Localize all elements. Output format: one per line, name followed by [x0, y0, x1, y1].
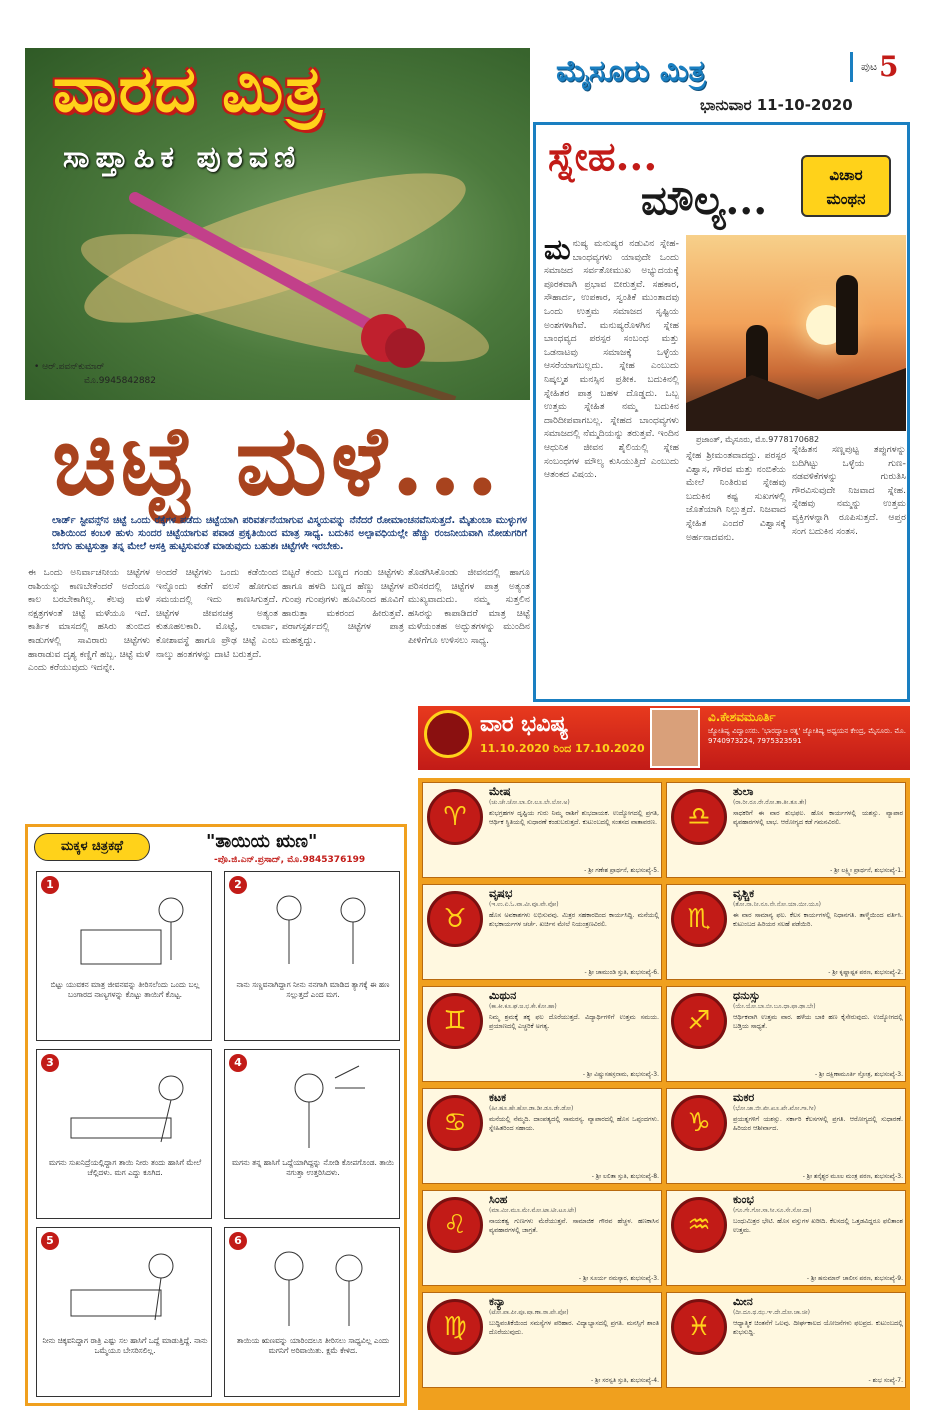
article-lead: ಲಾರ್ಡ್ ಸ್ಟೀವನ್ಸ್‌ನ ಚಿಟ್ಟೆ ಒಂದು ರೆಕ್ಕೆಗಳ ಪಡೆದು ಚಿಟ್ಟೆಯಾಗಿ ಪರಿವರ್ತನೆಯಾಗುವ ವಿಸ್ಮಯವನ್ನು ನೆನೆದರೆ ರೋಮಾಂಚನವೆನಿಸುತ್ತದೆ. ಮೈತುಂಬಾ ಮುಳ್ಳುಗಳ ರಾಶಿಯಿಂದ ಕಂಬಳಿ ಹುಳು ಸುಂದರ ಚಿಟ್ಟೆಯಾಗುವ ಪವಾಡ ಪ್ರಕೃತಿಯಿಂದ ಮಾತ್ರ ಸಾಧ್ಯ. ಬದುಕಿನ ಅಲ್ಪಾವಧಿಯಲ್ಲೇ ಹೆಚ್ಚು ರಂಜನೀಯವಾಗಿ ನೋಡುಗರಿಗೆ ಬೆರಗು ಹುಟ್ಟಿಸುತ್ತಾ ತನ್ನ ಮೇಲೆ ಆಸಕ್ತಿ ಹುಟ್ಟಿಸುವಂತೆ ಮಾಡುವುದು ಬಹುಶಃ ಚಿಟ್ಟೆಗಳೇ ಇರಬೇಕು. [52, 515, 527, 552]
sign-letters: (ಗೂ.ಗೇ.ಗೋ.ಸಾ.ಸೀ.ಸೂ.ಸೇ.ಸೋ.ದಾ) [733, 1207, 812, 1214]
sign-forecast: ಈ ವಾರ ಸಾಮಾನ್ಯ ಫಲ. ಕೆಲಸ ಕಾರ್ಯಗಳಲ್ಲಿ ನಿಧಾನಗತಿ. ತಾಳ್ಮೆಯಿಂದ ವರ್ತಿಸಿ. ಕುಟುಂಬದ ಹಿರಿಯರ ಸಲಹೆ ಪಡೆಯಿರಿ. [733, 911, 903, 928]
sign-letters: (ಚು.ಚೇ.ಚೋ.ಲಾ.ಲೀ.ಲೂ.ಲೇ.ಲೋ.ಅ) [489, 799, 570, 806]
sign-name: ವೃಷಭ [489, 887, 513, 900]
article-column-1: ಈ ಒಂದು ಅನಿರ್ವಾಚನೀಯ ಚಿಟ್ಟೆಗಳ ರಾಶಿಯನ್ನು ಕಾಣಬೇಕೆಂದರೆ ಅದೆಂದೂ ಕಾಲ ಬರಬೇಕಾಗಿಲ್ಲ. ಕೆಲವು ಮಳೆ ನಕ್ಷತ್ರಗಳಂತೆ ಚಿಟ್ಟೆ ಮಳೆಯೂ ಇದೆ. ಕಾರ್ತಿಕ ಮಾಸದಲ್ಲಿ ಹಸಿರು ತುಂಬಿದ ಕಾಡುಗಳಲ್ಲಿ ಸಾವಿರಾರು ಚಿಟ್ಟೆಗಳು ಹಾರಾಡುವ ದೃಶ್ಯ ಕಣ್ಣಿಗೆ ಹಬ್ಬ. ಚಿಟ್ಟೆ ಮಳೆ ಎಂದು ಕರೆಯುವುದು ಇದನ್ನೇ. [28, 567, 150, 674]
issue-date: ಭಾನುವಾರ 11-10-2020 [700, 96, 853, 114]
sign-forecast: ಪ್ರಯತ್ನಗಳಿಗೆ ಯಶಸ್ಸು. ಸರ್ಕಾರಿ ಕೆಲಸಗಳಲ್ಲಿ ಪ್ರಗತಿ. ಆರೋಗ್ಯದಲ್ಲಿ ಸುಧಾರಣೆ. ಹಿರಿಯರ ಆಶೀರ್ವಾದ. [733, 1115, 903, 1132]
sign-letters: (ತೋ.ನಾ.ನೀ.ನೂ.ನೇ.ನೋ.ಯಾ.ಯೀ.ಯೂ) [733, 901, 822, 908]
sign-remedy: - ಶ್ರೀ ದಕ್ಷಿಣಾಮೂರ್ತಿ ಸ್ತೋತ್ರ, ಶುಭಸಂಖ್ಯೆ-3. [814, 1071, 903, 1078]
horoscope-dates: 11.10.2020 ರಿಂದ 17.10.2020 [480, 742, 645, 755]
sign-remedy: - ಶ್ರೀ ಸರಸ್ವತಿ ಸ್ತುತಿ, ಶುಭಸಂಖ್ಯೆ-4. [590, 1377, 659, 1384]
sign-letters: (ಹೀ.ಹೂ.ಹೇ.ಹೋ.ಡಾ.ಡೀ.ಡೂ.ಡೇ.ಡೋ) [489, 1105, 574, 1112]
comic-panel [36, 1049, 212, 1219]
sign-forecast: ಮನೆಯಲ್ಲಿ ನೆಮ್ಮದಿ. ದಾಂಪತ್ಯದಲ್ಲಿ ಸಾಮರಸ್ಯ. ವ್ಯಾಪಾರದಲ್ಲಿ ಹೊಸ ಒಪ್ಪಂದಗಳು. ಸ್ನೇಹಿತರಿಂದ ಸಹಾಯ. [489, 1115, 659, 1132]
capricorn-icon: ♑ [671, 1095, 727, 1151]
panel-number: 1 [41, 876, 59, 894]
panel-drawing [249, 1058, 389, 1154]
page-number-box [850, 52, 900, 82]
page-label: ಪುಟ [861, 60, 878, 73]
comic-panel [224, 1227, 400, 1397]
sign-letters: (ಕಾ.ಕೀ.ಕೂ.ಘ.ಙ.ಛ.ಕೇ.ಕೋ.ಹಾ) [489, 1003, 557, 1010]
panel-drawing [61, 1236, 201, 1332]
comic-panel [36, 1227, 212, 1397]
comic-panel [224, 1049, 400, 1219]
sneha-photo-credit: ಪ್ರಜಾಂತ್, ಮೈಸೂರು, ಮೊ.9778170682 [696, 435, 820, 444]
sign-name: ಮೇಷ [489, 785, 511, 798]
sign-forecast: ಶುಭಗ್ರಹಗಳ ದೃಷ್ಟಿಯ ಗುರು ನಿಮ್ಮ ರಾಶಿಗೆ ಶುಭದಾಯಕ. ಉದ್ಯೋಗದಲ್ಲಿ ಪ್ರಗತಿ, ಆರ್ಥಿಕ ಸ್ಥಿತಿಯಲ್ಲಿ ಸುಧಾರಣೆ ಕಂಡುಬರುತ್ತದೆ. ಕುಟುಂಬದಲ್ಲಿ ಸಂತಸದ ವಾತಾವರಣ. [489, 809, 659, 826]
sign-remedy: - ಶ್ರೀ ಸೂರ್ಯ ನಮಸ್ಕಾರ, ಶುಭಸಂಖ್ಯೆ-3. [578, 1275, 659, 1282]
sign-card-vrushchika [666, 884, 906, 980]
comic-panel [224, 871, 400, 1041]
sign-name: ಸಿಂಹ [489, 1193, 508, 1206]
panel-caption: ಮಗನು ಸುಖನಿದ್ರೆಯಲ್ಲಿದ್ದಾಗ ತಾಯಿ ನೀರು ತಂದು ಹಾಸಿಗೆ ಮೇಲೆ ಚೆಲ್ಲಿದಳು. ಮಗ ಎದ್ದು ಕೂಗಿದ. [48, 1158, 202, 1177]
taurus-icon: ♉ [427, 891, 483, 947]
panel-number: 6 [229, 1232, 247, 1250]
astrologer-info: ಜ್ಯೋತಿಷ್ಯ ವಿದ್ವಾಂಸರು. 'ಭಾರದ್ವಾಜ ರತ್ನ' ಜ್ಯೋತಿಷ್ಯ ಅಧ್ಯಯನ ಕೇಂದ್ರ, ಮೈಸೂರು. ಮೊ. 9740973224, 7975323591 [708, 727, 906, 745]
scorpio-icon: ♏ [671, 891, 727, 947]
sign-letters: (ಭೋ.ಜಾ.ಜೀ.ಖೀ.ಖೂ.ಖೇ.ಖೋ.ಗಾ.ಗೀ) [733, 1105, 816, 1112]
sign-forecast: ಬಂಧುಮಿತ್ರರ ಭೇಟಿ. ಹೊಸ ವಸ್ತುಗಳ ಖರೀದಿ. ಕೆಲಸದಲ್ಲಿ ಒತ್ತಡವಿದ್ದರೂ ಫಲಿತಾಂಶ ಉತ್ತಮ. [733, 1217, 903, 1234]
vichara-tag-line2: ಮಂಥನ [826, 190, 866, 208]
sign-card-dhanussu [666, 986, 906, 1082]
panel-drawing [61, 1058, 201, 1154]
sign-remedy: - ಶ್ರೀ ಹನುಮಾನ್ ಚಾಲೀಸ ಪಠಣ, ಶುಭಸಂಖ್ಯೆ-9. [806, 1275, 903, 1282]
comic-credit: -ಪೊ.ಜಿ.ಎನ್.ಪ್ರಸಾದ್, ಮೊ.9845376199 [214, 855, 366, 865]
sign-name: ವೃಶ್ಚಿಕ [733, 887, 755, 900]
sign-letters: (ಟೋ.ಪಾ.ಪೀ.ಪೂ.ಷಾ.ಣಾ.ಠಾ.ಪೇ.ಪೋ) [489, 1309, 569, 1316]
sign-name: ತುಲಾ [733, 785, 754, 798]
aquarius-icon: ♒ [671, 1197, 727, 1253]
panel-number: 3 [41, 1054, 59, 1072]
horoscope-grid [418, 778, 910, 1410]
sign-remedy: - ಶ್ರೀ ಲಲಿತಾ ಸ್ತುತಿ, ಶುಭಸಂಖ್ಯೆ-8. [591, 1173, 659, 1180]
sign-forecast: ನಿಮ್ಮ ಶ್ರಮಕ್ಕೆ ತಕ್ಕ ಫಲ ದೊರೆಯುತ್ತದೆ. ವಿದ್ಯಾರ್ಥಿಗಳಿಗೆ ಉತ್ತಮ ಸಮಯ. ಪ್ರಯಾಣದಲ್ಲಿ ಎಚ್ಚರಿಕೆ ಅಗತ್ಯ. [489, 1013, 659, 1030]
sign-forecast: ಬುದ್ಧಿವಂತಿಕೆಯಿಂದ ಸಮಸ್ಯೆಗಳ ಪರಿಹಾರ. ವಿದ್ಯಾಭ್ಯಾಸದಲ್ಲಿ ಪ್ರಗತಿ. ಮನಸ್ಸಿಗೆ ಶಾಂತಿ ದೊರೆಯುವುದು. [489, 1319, 659, 1336]
sign-remedy: - ಶ್ರೀ ಚಾಮುಂಡಿ ಸ್ತುತಿ, ಶುಭಸಂಖ್ಯೆ-6. [584, 969, 659, 976]
sign-name: ಕಟಕ [489, 1091, 507, 1104]
paper-name: ಮೈಸೂರು ಮಿತ್ರ [556, 54, 706, 89]
sign-forecast: ಆಧ್ಯಾತ್ಮಿಕ ಚಿಂತನೆಗೆ ಒಲವು. ದೀರ್ಘಕಾಲದ ಯೋಜನೆಗಳು ಫಲಪ್ರದ. ಕುಟುಂಬದಲ್ಲಿ ಶುಭಸುದ್ದಿ. [733, 1319, 903, 1336]
cancer-icon: ♋ [427, 1095, 483, 1151]
sign-card-mesha [422, 782, 662, 878]
sign-letters: (ಮಾ.ಮೀ.ಮೂ.ಮೇ.ಮೋ.ಟಾ.ಟೀ.ಟೂ.ಟೇ) [489, 1207, 577, 1214]
sign-forecast: ಸಾಧಕರಿಗೆ ಈ ವಾರ ಶುಭಫಲ. ಹೊಸ ಕಾರ್ಯಗಳಲ್ಲಿ ಯಶಸ್ಸು. ವ್ಯಾಪಾರ ವ್ಯವಹಾರಗಳಲ್ಲಿ ಲಾಭ. ಆರೋಗ್ಯದ ಕಡೆ ಗಮನವಿರಲಿ. [733, 809, 903, 826]
sneha-title-line1: ಸ್ನೇಹ... [548, 133, 658, 180]
panel-drawing [61, 880, 201, 976]
astrologer-name: ವಿ.ಕೇಶವಮೂರ್ತಿ [708, 710, 776, 724]
sign-card-mithuna [422, 986, 662, 1082]
pisces-icon: ♓ [671, 1299, 727, 1355]
sign-name: ಮಕರ [733, 1091, 755, 1104]
sign-remedy: - ಶ್ರೀ ವಿಷ್ಣುಸಹಸ್ರನಾಮ, ಶುಭಸಂಖ್ಯೆ-3. [582, 1071, 659, 1078]
gemini-icon: ♊ [427, 993, 483, 1049]
panel-caption: ಮಗನು ತನ್ನ ಹಾಸಿಗೆ ಒದ್ದೆಯಾಗಿದ್ದನ್ನು ನೋಡಿ ಕೋಪಗೊಂಡ. ತಾಯಿ ನಗುತ್ತಾ ಉತ್ತರಿಸಿದಳು. [231, 1158, 394, 1177]
masthead-title: ವಾರದ ಮಿತ್ರ [53, 52, 324, 127]
zodiac-wheel-icon [424, 710, 472, 758]
panel-drawing [249, 1236, 389, 1332]
sign-card-kanya [422, 1292, 662, 1388]
sign-letters: (ರಾ.ರೀ.ರೂ.ರೇ.ರೋ.ತಾ.ತೀ.ತೂ.ತೇ) [733, 799, 807, 806]
dropcap: ಮ [544, 237, 571, 266]
sign-card-vrushabha [422, 884, 662, 980]
libra-icon: ♎ [671, 789, 727, 845]
vichara-tag-line1: ವಿಚಾರ [829, 166, 863, 184]
comic-strip [25, 824, 407, 1406]
sneha-column-1 [544, 237, 679, 697]
sign-forecast: ನಾಯಕತ್ವ ಗುಣಗಳು ಮೆರೆಯುತ್ತವೆ. ಸಾಮಾಜಿಕ ಗೌರವ ಹೆಚ್ಚಳ. ಹಣಕಾಸಿನ ವ್ಯವಹಾರಗಳಲ್ಲಿ ಜಾಗ್ರತೆ. [489, 1217, 659, 1234]
sagittarius-icon: ♐ [671, 993, 727, 1049]
sign-letters: (ಇ.ಉ.ಏ.ಓ.ವಾ.ವೀ.ವೂ.ವೇ.ವೋ) [489, 901, 559, 908]
sign-remedy: - ಶ್ರೀ ಗಣೇಶ ಪ್ರಾರ್ಥನೆ, ಶುಭಸಂಖ್ಯೆ-5. [584, 867, 659, 874]
sign-remedy: - ಶ್ರೀ ಶನೈಶ್ಚರ ಮೂಲ ಮಂತ್ರ ಪಠಣ, ಶುಭಸಂಖ್ಯೆ-3. [802, 1173, 903, 1180]
page-number: 5 [879, 50, 899, 83]
article-column-2: ಅಂದರೆ ಚಿಟ್ಟೆಗಳು ಒಂದು ಕಡೆಯಿಂದ ಇನ್ನೊಂದು ಕಡೆಗೆ ವಲಸೆ ಹೋಗುವ ಸಮಯದಲ್ಲಿ ಇದು ಕಾಣಸಿಗುತ್ತದೆ. ಚಿಟ್ಟೆಗಳ ಜೀವನಚಕ್ರ ಅತ್ಯಂತ ಕುತೂಹಲಕಾರಿ. ಮೊಟ್ಟೆ, ಲಾರ್ವಾ, ಕೋಶಾವಸ್ಥೆ ಹಾಗೂ ಪ್ರೌಢ ಚಿಟ್ಟೆ ಎಂಬ ನಾಲ್ಕು ಹಂತಗಳನ್ನು ದಾಟಿ ಬರುತ್ತದೆ. [156, 567, 278, 660]
panel-number: 2 [229, 876, 247, 894]
sneha-title-line2: ಮೌಲ್ಯ... [641, 177, 768, 224]
sign-card-simha [422, 1190, 662, 1286]
sign-letters: (ದೀ.ದೂ.ಥ.ಝ.ಞ.ದೇ.ದೋ.ಚಾ.ಚೀ) [733, 1309, 810, 1316]
masthead-subtitle: ಸಾಪ್ತಾಹಿಕ ಪುರವಣಿ [63, 140, 302, 175]
masthead-photo [25, 48, 530, 400]
sign-card-meena [666, 1292, 906, 1388]
sign-name: ಕನ್ಯಾ [489, 1295, 506, 1308]
photo-credit: • ಆರ್.ಪವನ್‌ಕುಮಾರ್ [34, 362, 105, 372]
virgo-icon: ♍ [427, 1299, 483, 1355]
panel-number: 5 [41, 1232, 59, 1250]
rock-silhouette [686, 361, 906, 431]
article-column-3: ಬಿಟ್ಟರೆ ಕಂದು ಬಣ್ಣದ ಗಂಡು ಚಿಟ್ಟೆಗಳು ಹಾಗೂ ಹಳದಿ ಬಣ್ಣದ ಹೆಣ್ಣು ಚಿಟ್ಟೆಗಳ ಗುಂಪು ಗುಂಪುಗಳು ಹೂವಿನಿಂದ ಹೂವಿಗೆ ಹಾರುತ್ತಾ ಮಕರಂದ ಹೀರುತ್ತವೆ. ಪರಾಗಸ್ಪರ್ಶದಲ್ಲಿ ಚಿಟ್ಟೆಗಳ ಪಾತ್ರ ಮಹತ್ವದ್ದು. [282, 567, 404, 646]
leo-icon: ♌ [427, 1197, 483, 1253]
sign-name: ಕುಂಭ [733, 1193, 754, 1206]
sign-remedy: - ಶ್ರೀ ಕೃಷ್ಣಾಷ್ಟಕ ಪಠಣ, ಶುಭಸಂಖ್ಯೆ-2. [828, 969, 903, 976]
horoscope-header [418, 706, 910, 770]
sneha-column-2: ಸ್ನೇಹ ಶ್ರೀಮಂತವಾದದ್ದು. ಪರಸ್ಪರ ವಿಶ್ವಾಸ, ಗೌರವ ಮತ್ತು ನಂಬಿಕೆಯ ಮೇಲೆ ನಿಂತಿರುವ ಸ್ನೇಹವು ಬದುಕಿನ ಕಷ್ಟ ಸುಖಗಳಲ್ಲಿ ಜೊತೆಯಾಗಿ ನಿಲ್ಲುತ್ತದೆ. ನಿಜವಾದ ಸ್ನೇಹಿತ ಎಂದರೆ ವಿಶ್ವಾಸಕ್ಕೆ ಅರ್ಹನಾದವನು. [686, 450, 786, 543]
panel-drawing [249, 880, 389, 976]
comic-panel [36, 871, 212, 1041]
sneha-photo [686, 235, 906, 431]
sign-letters: (ಯೇ.ಯೋ.ಬಾ.ಬೀ.ಬೂ.ಧಾ.ಫಾ.ಢಾ.ಬೇ) [733, 1003, 816, 1010]
sign-name: ಮಿಥುನ [489, 989, 517, 1002]
sign-forecast: ಹೊಸ ಅವಕಾಶಗಳು ಲಭಿಸುವವು. ಮಿತ್ರರ ಸಹಕಾರದಿಂದ ಕಾರ್ಯಸಿದ್ಧಿ. ಮನೆಯಲ್ಲಿ ಶುಭಕಾರ್ಯಗಳ ಚರ್ಚೆ. ಖರ್ಚಿನ ಮೇಲೆ ನಿಯಂತ್ರಣವಿರಲಿ. [489, 911, 659, 928]
horoscope-title: ವಾರ ಭವಿಷ್ಯ [480, 712, 569, 737]
comic-title: "ತಾಯಿಯ ಋಣ" [206, 831, 318, 852]
sign-name: ಮೀನ [733, 1295, 753, 1308]
panel-caption: ತಾಯಿಯ ಋಣವನ್ನು ಯಾರಿಂದಲೂ ತೀರಿಸಲು ಸಾಧ್ಯವಿಲ್ಲ ಎಂದು ಮಗನಿಗೆ ಅರಿವಾಯಿತು. ಕ್ಷಮೆ ಕೇಳಿದ. [236, 1336, 390, 1355]
sign-card-kataka [422, 1088, 662, 1184]
sign-remedy: - ಶ್ರೀ ಲಕ್ಷ್ಮೀ ಪ್ರಾರ್ಥನೆ, ಶುಭಸಂಖ್ಯೆ-1. [830, 867, 903, 874]
panel-number: 4 [229, 1054, 247, 1072]
sign-card-tula [666, 782, 906, 878]
panel-caption: ನಾನು ಸಣ್ಣವನಾಗಿದ್ದಾಗ ನೀನು ನನಗಾಗಿ ಮಾಡಿದ ತ್ಯಾಗಕ್ಕೆ ಈ ಹಣ ಸಲ್ಲುತ್ತದೆ ಎಂದ ಮಗ. [236, 980, 390, 999]
article-column-4: ತೊಡಗಿಸಿಕೊಂಡು ಜೀವನದಲ್ಲಿ ಹಾಗೂ ಪರಿಸರದಲ್ಲಿ ಚಿಟ್ಟೆಗಳ ಪಾತ್ರ ಅತ್ಯಂತ ಮುಖ್ಯವಾದುದು. ನಮ್ಮ ಸುತ್ತಲಿನ ಹಸಿರನ್ನು ಕಾಪಾಡಿದರೆ ಮಾತ್ರ ಚಿಟ್ಟೆ ಮಳೆಯಂತಹ ಅದ್ಭುತಗಳನ್ನು ಮುಂದಿನ ಪೀಳಿಗೆಗೂ ಉಳಿಸಲು ಸಾಧ್ಯ. [408, 567, 530, 646]
sign-forecast: ಆರ್ಥಿಕವಾಗಿ ಉತ್ತಮ ವಾರ. ಹಳೆಯ ಬಾಕಿ ಹಣ ಕೈಸೇರುವುದು. ಉದ್ಯೋಗದಲ್ಲಿ ಬಡ್ತಿಯ ಸಾಧ್ಯತೆ. [733, 1013, 903, 1030]
climber-figure [836, 275, 858, 355]
vichara-tag [801, 155, 891, 217]
sneha-column-1-text: ನುಷ್ಯ ಮನುಷ್ಯರ ನಡುವಿನ ಸ್ನೇಹ-ಬಾಂಧವ್ಯಗಳು ಯಾವುದೇ ಒಂದು ಸಮಾಜದ ಸರ್ವತೋಮುಖ ಅಭ್ಯುದಯಕ್ಕೆ ಪೂರಕವಾಗಿ ಪ್ರಭಾವ ಬೀರುತ್ತವೆ. ಸಹಕಾರ, ಸೌಹಾರ್ದ, ಉಪಕಾರ, ಸ್ವಂತಿಕೆ ಮುಂತಾದವು ಒಂದು ಉತ್ತಮ ಸಮಾಜದ ಸೃಷ್ಟಿಯ ಅಂಶಗಳಾಗಿವೆ. ಮನುಷ್ಯರೊಳಗಿನ ಸ್ನೇಹ ಬಾಂಧವ್ಯದ ಪರಸ್ಪರ ಸಂಬಂಧ ಮತ್ತು ಒಡನಾಟವು ಸಮಾಜಕ್ಕೆ ಒಳ್ಳೆಯ ಆಸರೆಯಾಗಬಲ್ಲದು. ಸ್ನೇಹ ಎಂಬುದು ನಿಷ್ಕಲ್ಮಶ ಮನಸ್ಸಿನ ಪ್ರತೀಕ. ಬದುಕಿನಲ್ಲಿ ಸ್ನೇಹಿತರ ಪಾತ್ರ ಬಹಳ ದೊಡ್ಡದು. ಒಬ್ಬ ಉತ್ತಮ ಸ್ನೇಹಿತ ನಮ್ಮ ಬದುಕಿನ ದಾರಿದೀಪವಾಗಬಲ್ಲ. ಸ್ನೇಹದ ಬಾಂಧವ್ಯಗಳು ಸಮಾಜದಲ್ಲಿ ನೆಮ್ಮದಿಯನ್ನು ತರುತ್ತವೆ. ಇಂದಿನ ಆಧುನಿಕ ಜೀವನ ಶೈಲಿಯಲ್ಲಿ ಸ್ನೇಹ ಸಂಬಂಧಗಳ ಮೌಲ್ಯ ಕುಸಿಯುತ್ತಿದೆ ಎಂಬುದು ಆತಂಕದ ವಿಷಯ. [544, 238, 679, 481]
panel-caption: ನೀನು ಚಿಕ್ಕವನಿದ್ದಾಗ ರಾತ್ರಿ ಎಷ್ಟು ಸಲ ಹಾಸಿಗೆ ಒದ್ದೆ ಮಾಡುತ್ತಿದ್ದೆ. ನಾನು ಒಮ್ಮೆಯೂ ಬೇಸರಿಸಲಿಲ್ಲ. [42, 1336, 208, 1355]
article-headline: ಚಿಟ್ಟೆ ಮಳೆ... [52, 404, 504, 517]
photo-credit-phone: ಮೊ.9945842882 [84, 376, 157, 386]
sign-name: ಧನುಸ್ಸು [733, 989, 761, 1002]
astrologer-photo [650, 708, 700, 768]
aries-icon: ♈ [427, 789, 483, 845]
sign-card-kumbha [666, 1190, 906, 1286]
sign-card-makara [666, 1088, 906, 1184]
sign-remedy: - ಶುಭ ಸಂಖ್ಯೆ-7. [868, 1377, 903, 1384]
sneha-article [533, 122, 910, 702]
panel-caption: ಬಿಟ್ಟು ಯುವಕನ ಮಾತ್ರ ಜೀವನವನ್ನು ತೀರಿಸಲೆಂದು ಒಂದು ಬಲ್ಲ ಬಂಗಾರದ ನಾಣ್ಯಗಳನ್ನು ಕೊಟ್ಟು ತಾಯಿಗೆ ಕೊಟ್ಟ. [50, 980, 200, 999]
sneha-column-3: ಸ್ನೇಹಿತನ ಸಣ್ಣಪುಟ್ಟ ತಪ್ಪುಗಳನ್ನು ಬದಿಗಿಟ್ಟು ಒಳ್ಳೆಯ ಗುಣ-ನಡವಳಿಕೆಗಳನ್ನು ಗುರುತಿಸಿ ಗೌರವಿಸುವುದೇ ನಿಜವಾದ ಸ್ನೇಹ. ಸ್ನೇಹವು ನಮ್ಮನ್ನು ಉತ್ತಮ ವ್ಯಕ್ತಿಗಳನ್ನಾಗಿ ರೂಪಿಸುತ್ತದೆ. ಆಪ್ತರ ಸಂಗ ಬದುಕಿನ ಸಂತಸ. [792, 444, 906, 537]
comic-label: ಮಕ್ಕಳ ಚಿತ್ರಕಥೆ [34, 833, 150, 861]
